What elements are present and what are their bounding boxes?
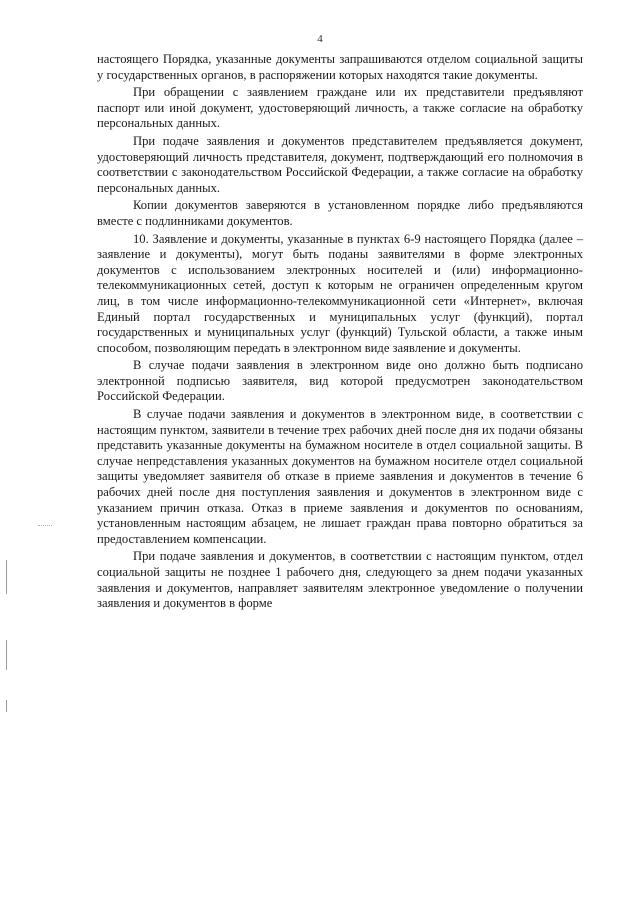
paragraph-paper-submission: В случае подачи заявления и документов в электронном виде, в соответствии с настоящим пунктом, заявители в течение трех рабочих дней после дня их подачи обязаны представить указанные документы на бумажном носителе в отдел социальной защиты. В случае непредставления указанных документов на бумажном носителе отдел социальной защиты уведомляет заявителя об отказе в приеме заявления и документов в течение 6 рабочих дней после дня поступления заявления и документов в электронном виде с указанием причин отказа. Отказ в приеме заявления и документов по основаниям, установленным настоящим абзацем, не лишает граждан права повторно обратиться за предоставлением компенсации.	[97, 407, 583, 546]
scan-artifact	[6, 560, 7, 594]
paragraph-identity-documents: При обращении с заявлением граждане или их представители предъявляют паспорт или иной документ, удостоверяющий личность, а также согласие на обработку персональных данных.	[97, 85, 583, 131]
paragraph-electronic-signature: В случае подачи заявления в электронном виде оно должно быть подписано электронной подписью заявителя, вид которой предусмотрен законодательством Российской Федерации.	[97, 358, 583, 404]
paragraph-item-10: 10. Заявление и документы, указанные в пунктах 6-9 настоящего Порядка (далее – заявление и документы), могут быть поданы заявителями в форме электронных документов с использованием электронных носителей и (или) информационно-телекоммуникационных сетей, доступ к которым не ограничен определенным кругом лиц, в том числе информационно-телекоммуникационной сети «Интернет», включая Единый портал государственных и муниципальных услуг (функций), портал государственных и муниципальных услуг (функций) Тульской области, а также иным способом, позволяющим передать в электронном виде заявление и документы.	[97, 231, 583, 355]
page-number: 4	[317, 33, 323, 45]
scan-artifact	[38, 525, 52, 527]
paragraph-continuation: настоящего Порядка, указанные документы запрашиваются отделом социальной защиты у государственных органов, в распоряжении которых находятся такие документы.	[97, 52, 583, 82]
scan-artifact	[6, 700, 7, 712]
paragraph-copies: Копии документов заверяются в установленном порядке либо предъявляются вместе с подлинниками документов.	[97, 198, 583, 228]
paragraph-notification: При подаче заявления и документов, в соответствии с настоящим пунктом, отдел социальной защиты не позднее 1 рабочего дня, следующего за днем подачи указанных заявления и документов, направляет заявителям электронное уведомление о получении заявления и документов в форме	[97, 549, 583, 611]
scan-artifact	[6, 640, 7, 670]
paragraph-representative: При подаче заявления и документов представителем предъявляется документ, удостоверяющий личность представителя, документ, подтверждающий его полномочия в соответствии с законодательством Российской Федерации, а также согласие на обработку персональных данных.	[97, 133, 583, 195]
document-body	[97, 52, 583, 614]
